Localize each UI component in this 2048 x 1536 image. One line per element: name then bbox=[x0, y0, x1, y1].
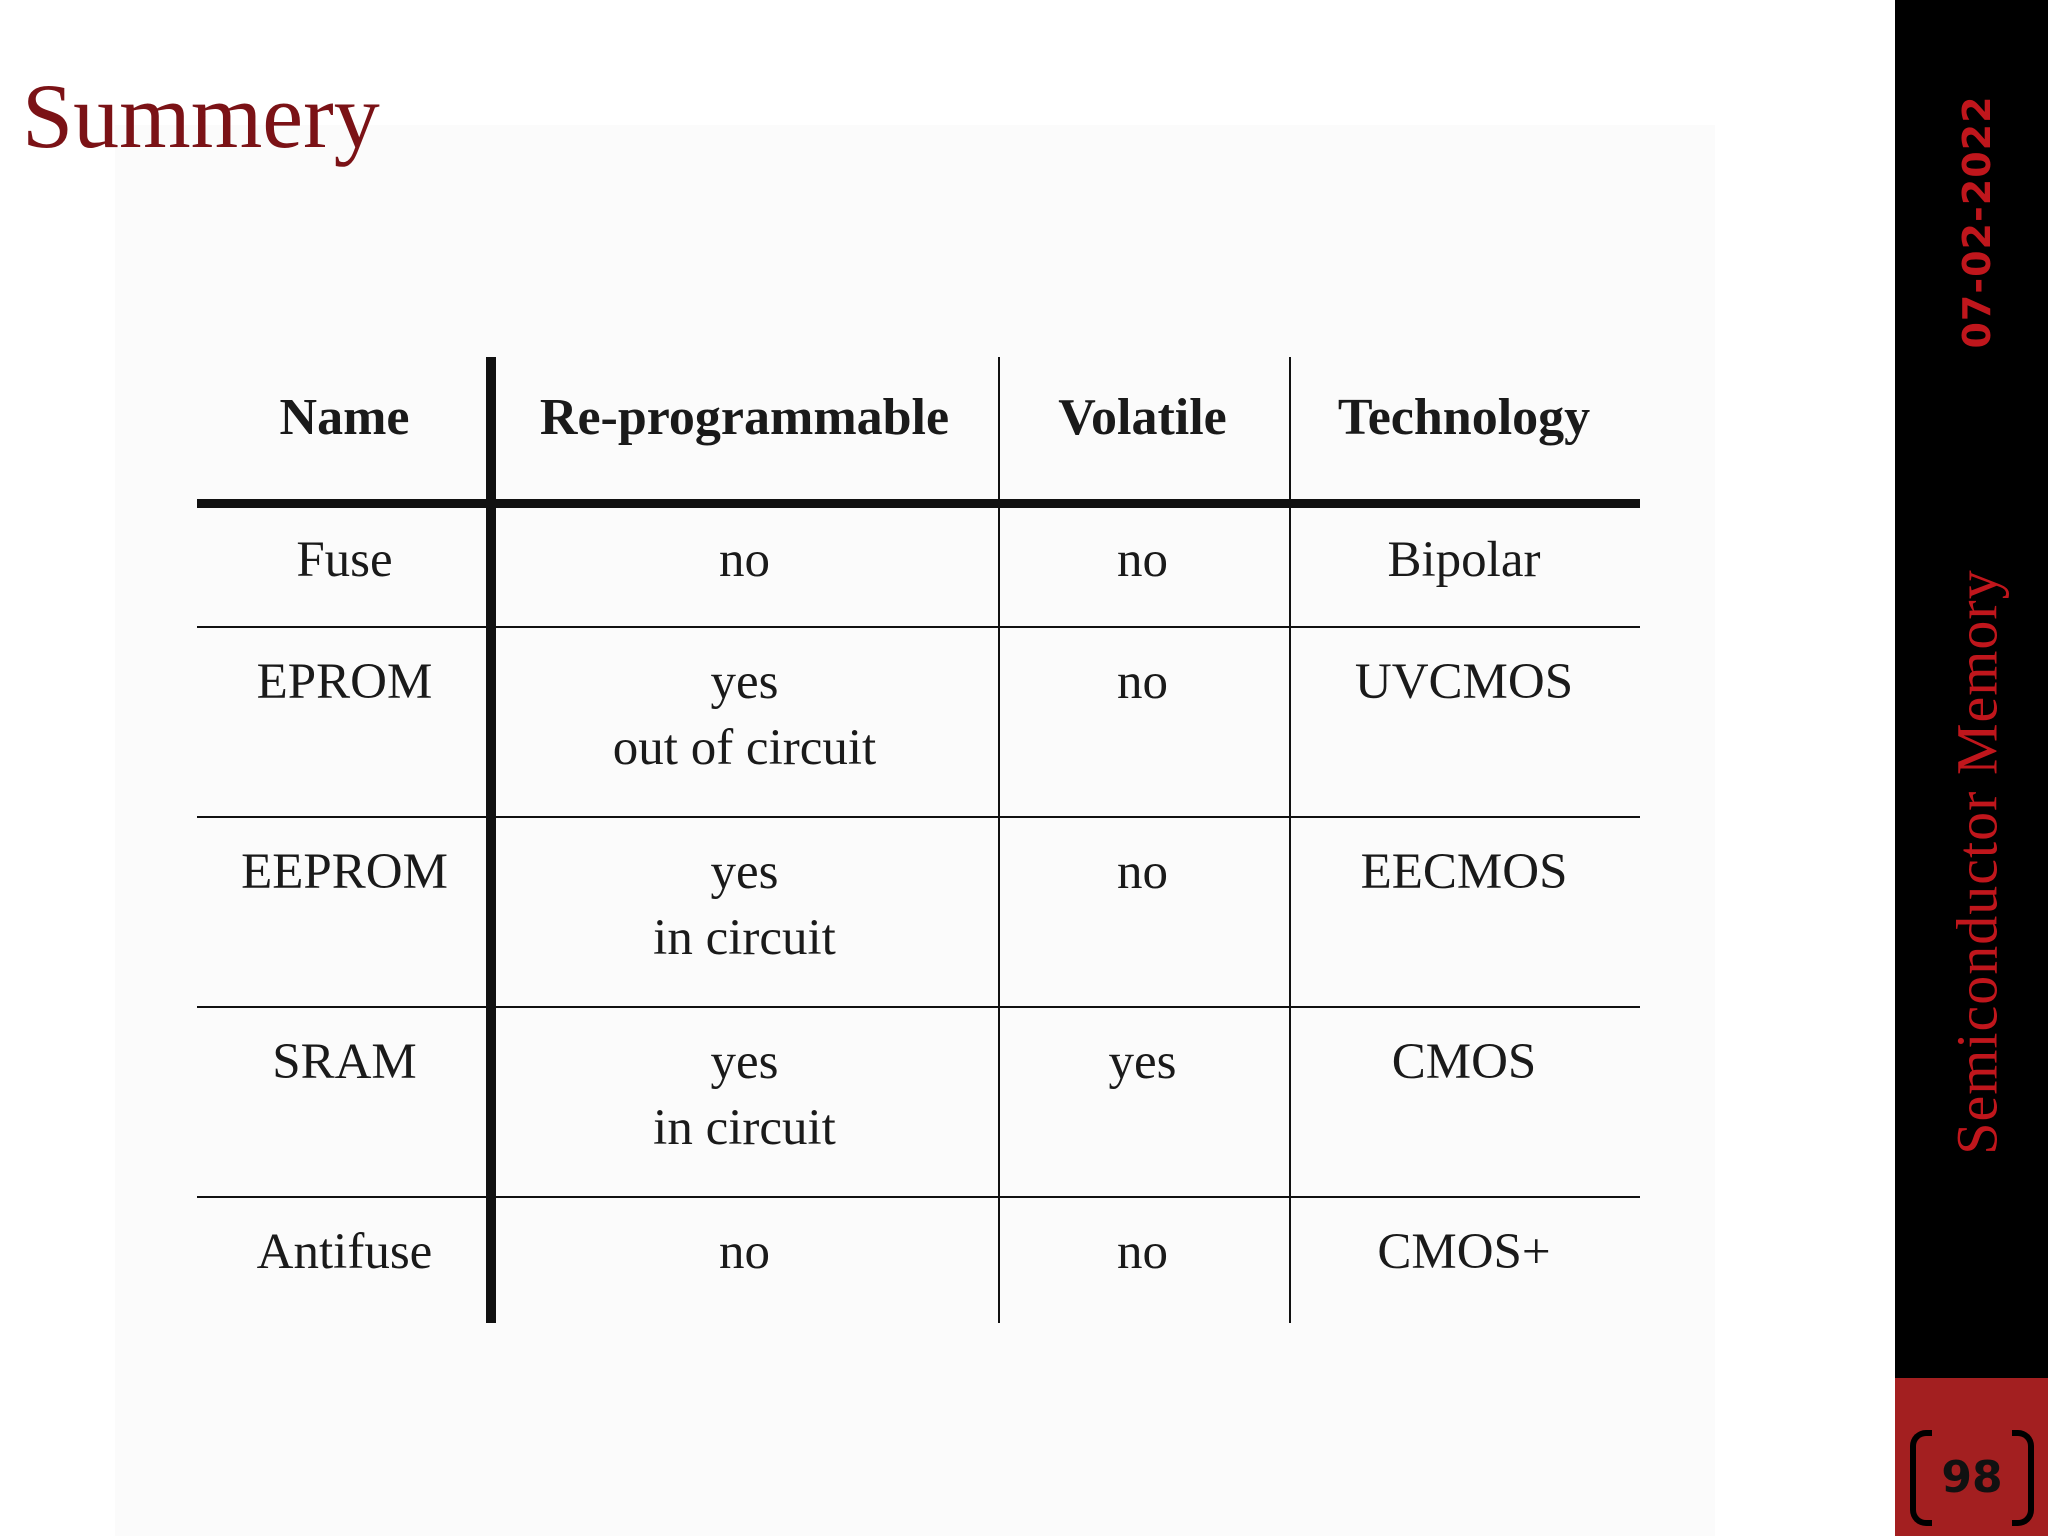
cell-reprogrammable-line: in circuit bbox=[653, 1100, 836, 1156]
cell-technology: CMOS bbox=[1391, 1034, 1537, 1090]
cell-volatile: no bbox=[1117, 654, 1168, 710]
cell-reprogrammable-line: no bbox=[719, 532, 770, 588]
cell-name: SRAM bbox=[272, 1034, 417, 1090]
table-header-row bbox=[197, 355, 1640, 500]
slide-topic: Semiconductor Memory bbox=[1944, 569, 2010, 1155]
cell-volatile: no bbox=[1117, 844, 1168, 900]
cell-reprogrammable bbox=[492, 1197, 997, 1323]
row-divider bbox=[197, 1196, 1640, 1198]
cell-name: Antifuse bbox=[256, 1224, 433, 1280]
cell-reprogrammable bbox=[492, 627, 997, 817]
cell-reprogrammable-line: in circuit bbox=[653, 910, 836, 966]
table-row bbox=[197, 505, 1640, 627]
cell-technology: CMOS+ bbox=[1377, 1224, 1551, 1280]
memory-comparison-table bbox=[197, 355, 1640, 1323]
cell-reprogrammable-line: yes bbox=[710, 1034, 779, 1090]
cell-name: EEPROM bbox=[241, 844, 448, 900]
header-divider bbox=[197, 499, 1640, 508]
cell-reprogrammable-line: yes bbox=[710, 654, 779, 710]
slide-title: Summery bbox=[22, 65, 380, 167]
table-row bbox=[197, 1007, 1640, 1197]
header-name: Name bbox=[279, 389, 410, 446]
table-row bbox=[197, 1197, 1640, 1323]
cell-technology: Bipolar bbox=[1387, 532, 1541, 588]
table-row bbox=[197, 627, 1640, 817]
cell-reprogrammable-line: no bbox=[719, 1224, 770, 1280]
cell-name: Fuse bbox=[296, 532, 393, 588]
cell-reprogrammable-line: yes bbox=[710, 844, 779, 900]
cell-reprogrammable bbox=[492, 817, 997, 1007]
header-reprogrammable: Re-programmable bbox=[539, 389, 950, 446]
page-number-badge bbox=[1910, 1430, 2034, 1526]
cell-technology: EECMOS bbox=[1360, 844, 1568, 900]
cell-name: EPROM bbox=[256, 654, 433, 710]
header-volatile: Volatile bbox=[1058, 389, 1227, 446]
cell-technology: UVCMOS bbox=[1354, 654, 1574, 710]
cell-volatile: no bbox=[1117, 1224, 1168, 1280]
row-divider bbox=[197, 626, 1640, 628]
cell-volatile: yes bbox=[1108, 1034, 1177, 1090]
cell-volatile: no bbox=[1117, 532, 1168, 588]
cell-reprogrammable bbox=[492, 1007, 997, 1197]
page-number: 98 bbox=[1941, 1452, 2003, 1503]
slide-date: 07-02-2022 bbox=[1955, 95, 1999, 349]
row-divider bbox=[197, 1006, 1640, 1008]
table-row bbox=[197, 817, 1640, 1007]
cell-reprogrammable-line: out of circuit bbox=[612, 720, 877, 776]
cell-reprogrammable bbox=[492, 505, 997, 627]
header-technology: Technology bbox=[1337, 389, 1591, 446]
row-divider bbox=[197, 816, 1640, 818]
